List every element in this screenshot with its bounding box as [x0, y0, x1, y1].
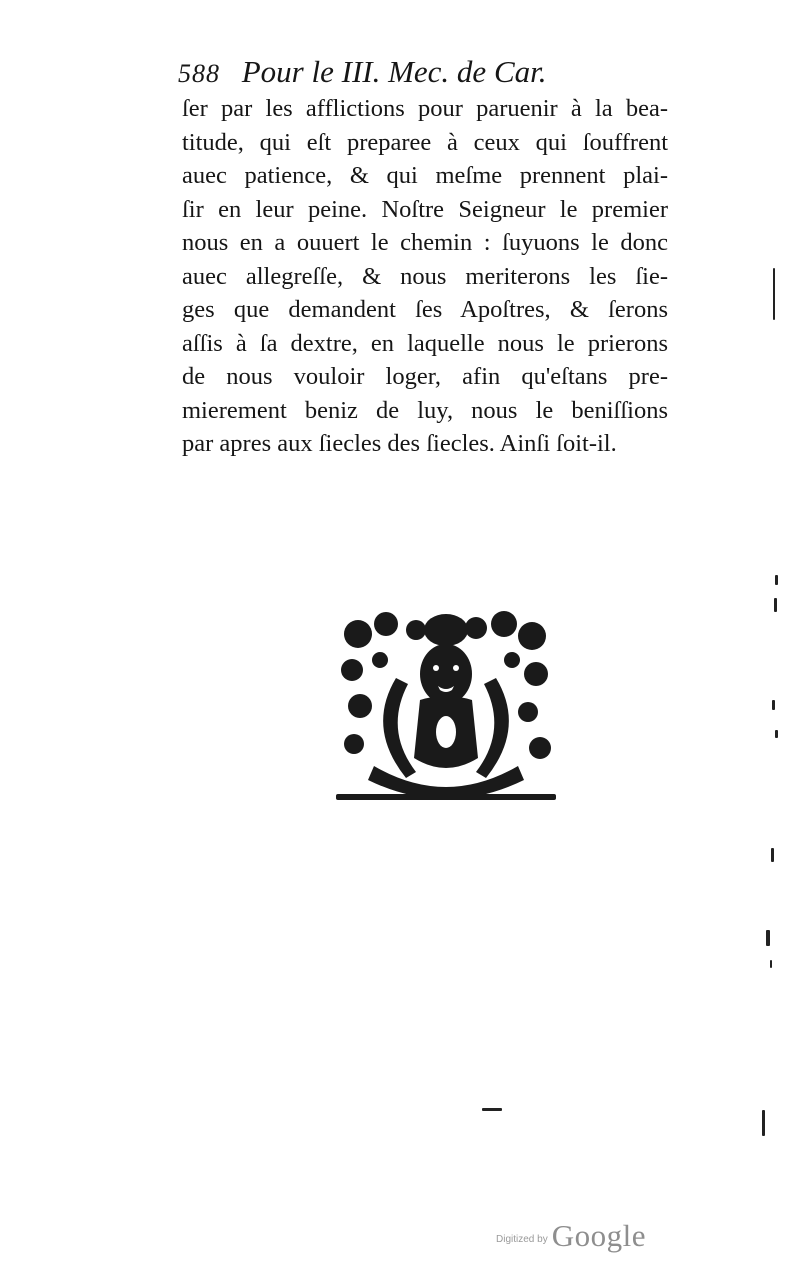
text-line: aſſis à ſa dextre, en laquelle nous le prierons — [182, 329, 668, 357]
scan-speck — [772, 700, 775, 710]
watermark-logo: Google — [551, 1218, 646, 1253]
running-title: Pour le III. Mec. de Car. — [241, 54, 547, 89]
foliate-tailpiece-ornament-icon — [336, 608, 556, 808]
text-line: ges que demandent ſes Apoſtres, & ſerons — [182, 296, 668, 323]
text-line: ſer par les afflictions pour paruenir à la bea- — [182, 95, 668, 122]
scan-speck — [771, 848, 774, 862]
running-head — [178, 52, 668, 94]
scan-speck — [770, 960, 772, 968]
digitized-watermark — [496, 1218, 646, 1254]
text-line: ſir en leur peine. Noſtre Seigneur le premier — [182, 195, 668, 223]
scan-speck — [775, 730, 778, 738]
text-line: auec patience, & qui meſme prennent plai- — [182, 162, 668, 189]
scan-speck — [775, 575, 778, 585]
text-line: mierement beniz de luy, nous le beniſſions — [182, 396, 668, 424]
scan-speck — [774, 598, 777, 612]
watermark-caption: Digitized by — [496, 1234, 548, 1245]
text-line: par apres aux ſiecles des ſiecles. Ainſi ſoit-il. — [182, 430, 617, 457]
body-text — [182, 92, 668, 461]
text-line: nous en a ouuert le chemin : ſuyuons le donc — [182, 229, 668, 256]
scan-speck — [773, 268, 775, 320]
scan-speck — [482, 1108, 502, 1111]
page-number: 588 — [178, 59, 220, 88]
text-line: titude, qui eſt preparee à ceux qui ſouffrent — [182, 128, 668, 156]
text-line: de nous vouloir loger, afin qu'eſtans pre- — [182, 363, 668, 390]
scan-speck — [766, 930, 770, 946]
scan-speck — [762, 1110, 765, 1136]
text-line: auec allegreſſe, & nous meriterons les ſie- — [182, 262, 668, 290]
